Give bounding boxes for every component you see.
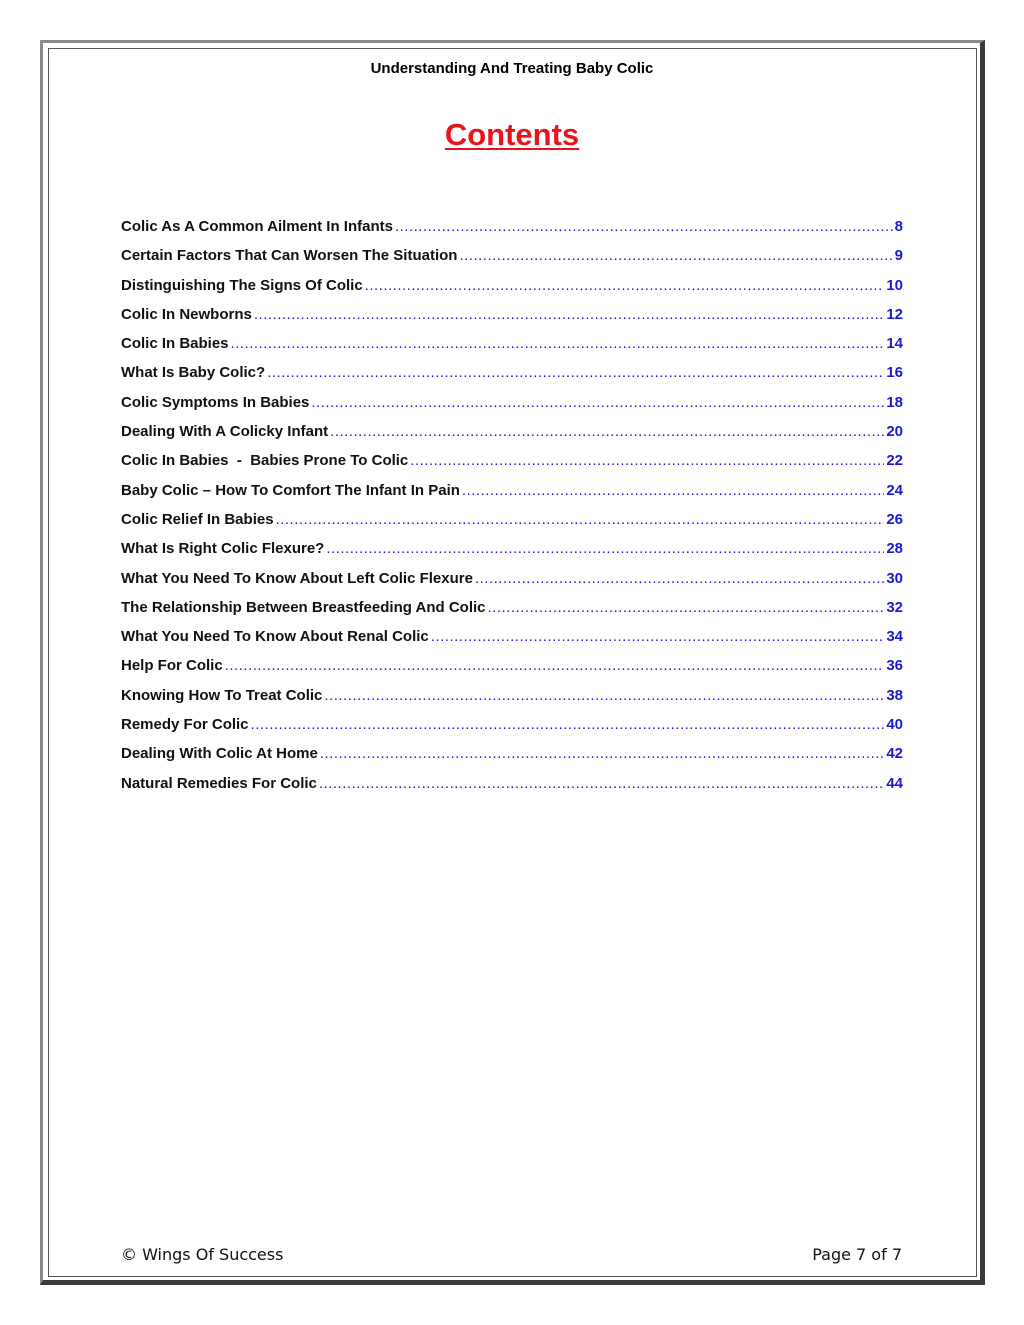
toc-entry-label: Colic Relief In Babies bbox=[121, 510, 274, 528]
toc-entry[interactable] bbox=[121, 651, 903, 680]
toc-page-number: 36 bbox=[886, 657, 903, 675]
toc-dot-leader bbox=[276, 505, 885, 534]
toc-entry-label: Colic In Babies bbox=[121, 335, 229, 353]
toc-dot-leader bbox=[431, 622, 885, 651]
toc-dot-leader bbox=[267, 358, 884, 387]
toc-entry-label: Distinguishing The Signs Of Colic bbox=[121, 276, 363, 294]
toc-dot-leader bbox=[225, 651, 885, 680]
toc-page-number: 12 bbox=[886, 305, 903, 323]
toc-entry-label: What You Need To Know About Renal Colic bbox=[121, 628, 429, 646]
toc-entry-label: What You Need To Know About Left Colic Flexure bbox=[121, 569, 473, 587]
toc-entry[interactable] bbox=[121, 593, 903, 622]
toc-page-number: 14 bbox=[886, 335, 903, 353]
toc-entry-label: Colic In Babies - Babies Prone To Colic bbox=[121, 452, 409, 470]
toc-page-number: 28 bbox=[886, 540, 903, 558]
toc-page-number: 24 bbox=[886, 481, 903, 499]
toc-entry-label: Help For Colic bbox=[121, 657, 223, 675]
toc-page-number: 20 bbox=[886, 423, 903, 441]
running-header: Understanding And Treating Baby Colic bbox=[370, 60, 654, 77]
toc-entry[interactable] bbox=[121, 446, 903, 475]
toc-entry-label: Colic Symptoms In Babies bbox=[121, 393, 310, 411]
contents-title: Contents bbox=[444, 117, 580, 152]
toc-dot-leader bbox=[324, 681, 884, 710]
toc-dot-leader bbox=[330, 417, 884, 446]
table-of-contents bbox=[121, 212, 903, 798]
toc-page-number: 10 bbox=[886, 276, 903, 294]
toc-entry[interactable] bbox=[121, 769, 903, 798]
toc-dot-leader bbox=[231, 329, 885, 358]
toc-entry[interactable] bbox=[121, 212, 903, 241]
toc-dot-leader bbox=[459, 241, 892, 270]
toc-dot-leader bbox=[320, 739, 884, 768]
toc-entry[interactable] bbox=[121, 300, 903, 329]
footer-page-number: Page 7 of 7 bbox=[812, 1245, 902, 1264]
toc-entry-label: Dealing With A Colicky Infant bbox=[121, 423, 329, 441]
toc-page-number: 32 bbox=[886, 598, 903, 616]
toc-entry[interactable] bbox=[121, 417, 903, 446]
toc-dot-leader bbox=[326, 534, 884, 563]
toc-entry-label: Remedy For Colic bbox=[121, 716, 249, 734]
toc-dot-leader bbox=[462, 476, 884, 505]
toc-dot-leader bbox=[488, 593, 885, 622]
toc-entry-label: Natural Remedies For Colic bbox=[121, 774, 317, 792]
toc-entry-label: Dealing With Colic At Home bbox=[121, 745, 318, 763]
toc-page-number: 40 bbox=[886, 716, 903, 734]
toc-page-number: 8 bbox=[894, 218, 903, 235]
toc-entry-label: Knowing How To Treat Colic bbox=[121, 686, 323, 704]
toc-entry-label: Certain Factors That Can Worsen The Situation bbox=[121, 247, 458, 265]
toc-page-number: 9 bbox=[894, 247, 903, 265]
toc-entry[interactable] bbox=[121, 329, 903, 358]
toc-dot-leader bbox=[319, 769, 884, 798]
toc-entry-label: The Relationship Between Breastfeeding And Colic bbox=[121, 598, 486, 616]
toc-page-number: 16 bbox=[886, 364, 903, 382]
toc-entry[interactable] bbox=[121, 241, 903, 270]
toc-dot-leader bbox=[395, 212, 893, 241]
toc-entry[interactable] bbox=[121, 358, 903, 387]
toc-page-number: 30 bbox=[886, 569, 903, 587]
toc-entry-label: Colic As A Common Ailment In Infants bbox=[121, 218, 393, 235]
toc-entry[interactable] bbox=[121, 710, 903, 739]
toc-page-number: 42 bbox=[886, 745, 903, 763]
toc-entry[interactable] bbox=[121, 534, 903, 563]
toc-page-number: 34 bbox=[886, 628, 903, 646]
toc-entry[interactable] bbox=[121, 564, 903, 593]
toc-entry-label: Baby Colic – How To Comfort The Infant In Pain bbox=[121, 481, 460, 499]
toc-dot-leader bbox=[254, 300, 884, 329]
toc-page-number: 18 bbox=[886, 393, 903, 411]
toc-entry[interactable] bbox=[121, 681, 903, 710]
toc-dot-leader bbox=[365, 271, 885, 300]
toc-entry[interactable] bbox=[121, 476, 903, 505]
toc-entry-label: What Is Baby Colic? bbox=[121, 364, 266, 382]
toc-page-number: 26 bbox=[886, 510, 903, 528]
toc-entry[interactable] bbox=[121, 739, 903, 768]
toc-entry[interactable] bbox=[121, 271, 903, 300]
footer-copyright: © Wings Of Success bbox=[121, 1245, 284, 1264]
toc-entry-label: Colic In Newborns bbox=[121, 305, 252, 323]
toc-entry[interactable] bbox=[121, 505, 903, 534]
toc-page-number: 44 bbox=[886, 774, 903, 792]
toc-dot-leader bbox=[475, 564, 884, 593]
toc-dot-leader bbox=[311, 388, 884, 417]
toc-page-number: 22 bbox=[886, 452, 903, 470]
toc-entry-label: What Is Right Colic Flexure? bbox=[121, 540, 325, 558]
toc-dot-leader bbox=[410, 446, 884, 475]
toc-dot-leader bbox=[251, 710, 885, 739]
toc-entry[interactable] bbox=[121, 388, 903, 417]
toc-entry[interactable] bbox=[121, 622, 903, 651]
toc-page-number: 38 bbox=[886, 686, 903, 704]
